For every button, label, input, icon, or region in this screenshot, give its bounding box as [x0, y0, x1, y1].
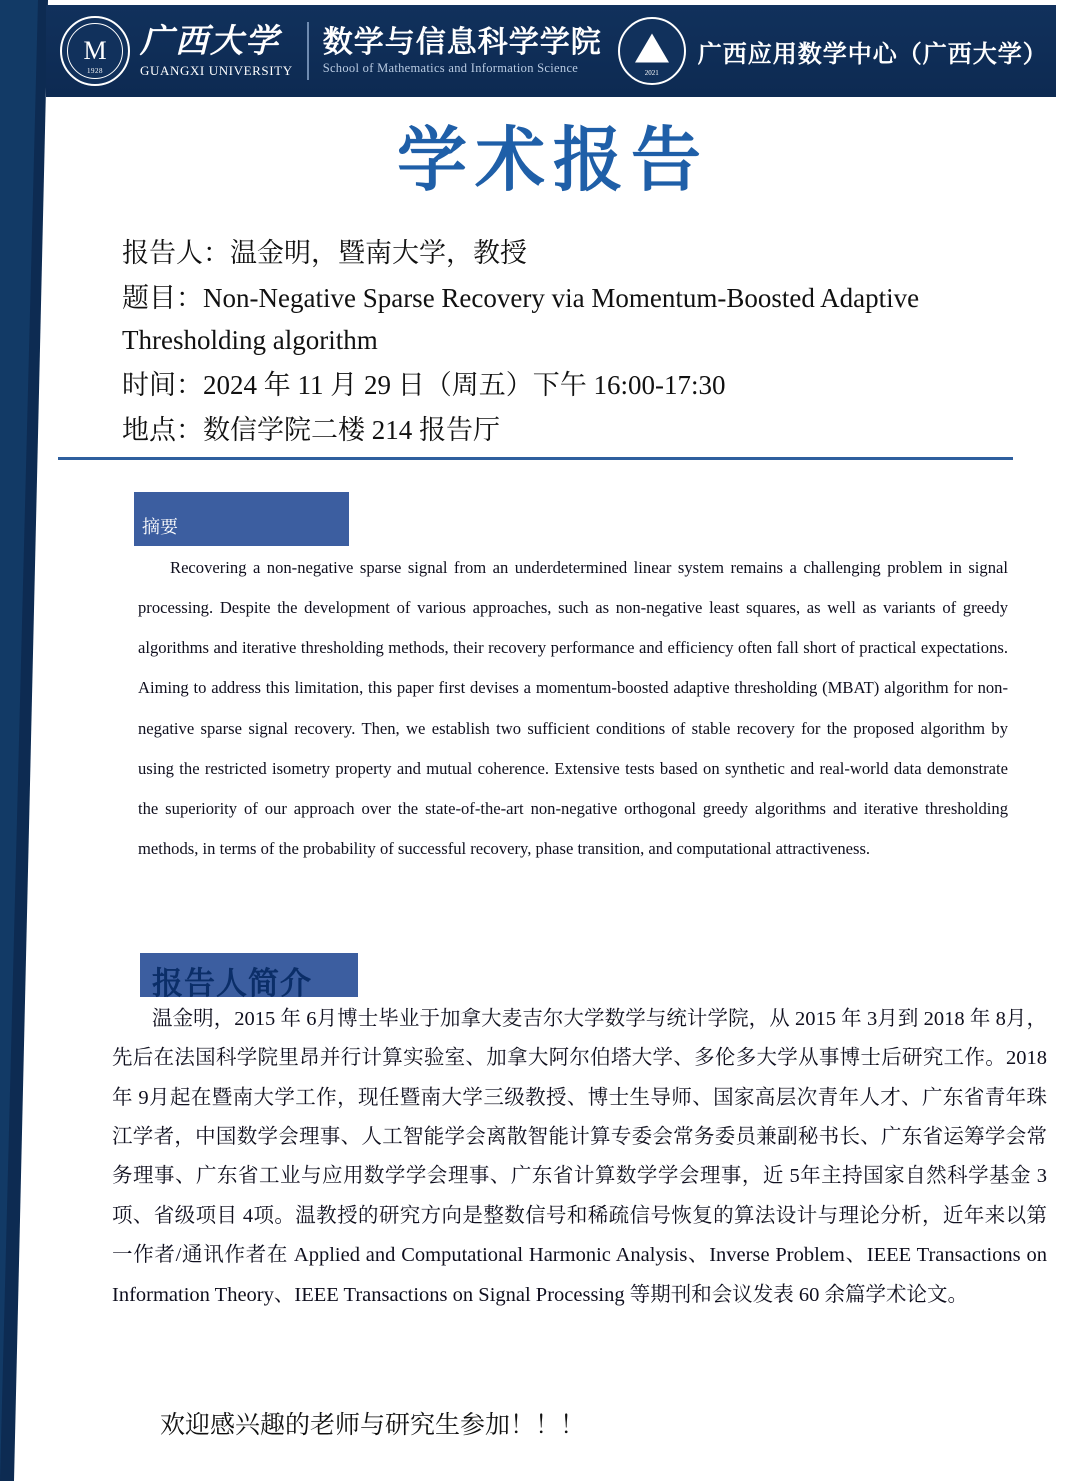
- school-name: [323, 27, 602, 76]
- math-center-seal-year: 2021: [644, 69, 659, 77]
- info-time: 时间：2024 年 11 月 29 日（周五）下午 16:00-17:30: [122, 369, 726, 400]
- math-center-seal-icon: [618, 17, 686, 85]
- poster-header: [46, 5, 1056, 97]
- university-seal-year: 1928: [87, 67, 103, 75]
- abstract-text: Recovering a non-negative sparse signal from an underdetermined linear system remains a challenging problem in signal processing. Despite the development of various approaches, such as non-negative least squares, as well as variants of greedy algorithms and iterative thresholding methods, their recovery performance and efficiency often fall short of practical expectations. Aiming to address this limitation, this paper first devises a momentum-boosted adaptive thresholding (MBAT) algorithm for non-negative sparse signal recovery. Then, we establish two sufficient conditions of stable recovery for the proposed algorithm by using the restricted isometry property and mutual coherence. Extensive tests based on synthetic and real-world data demonstrate the superiority of our approach over the state-of-the-art non-negative orthogonal greedy algorithms and iterative thresholding methods, in terms of the probability of successful recovery, phase transition, and computational attractiveness.: [138, 558, 1008, 859]
- math-center-name: 广西应用数学中心（广西大学）: [697, 40, 1048, 68]
- info-topic: [122, 277, 1022, 362]
- university-seal-icon: [60, 16, 130, 86]
- bio-text: 温金明，2015 年 6月博士毕业于加拿大麦吉尔大学数学与统计学院，从 2015 年 3月到 2018 年 8月，先后在法国科学院里昂并行计算实验室、加拿大阿尔伯塔大学、多伦多大学从事博士后研究工作。2018 年 9月起在暨南大学工作，现任暨南大学三级教授、博士生导师、国家高层次青年人才、广东省青年珠江学者，中国数学会理事、人工智能学会离散智能计算专委会常务委员兼副秘书长、广东省运筹学会常务理事、广东省工业与应用数学学会理事、广东省计算数学学会理事，近 5年主持国家自然科学基金 3项、省级项目 4项。温教授的研究方向是整数信号和稀疏信号恢复的算法设计与理论分析，近年来以第一作者/通讯作者在 Applied and Computational Harmonic Analysis、Inverse Problem、IEEE Transactions on Information Theory、IEEE Transactions on Signal Processing 等期刊和会议发表 60 余篇学术论文。: [112, 1008, 1047, 1306]
- university-name: [140, 23, 293, 78]
- school-name-cn: 数学与信息科学学院: [322, 25, 602, 59]
- school-name-en: School of Mathematics and Information Science: [322, 61, 579, 76]
- section-divider: [58, 457, 1013, 460]
- lecture-info: [122, 232, 1022, 453]
- welcome-note: 欢迎感兴趣的老师与研究生参加！！！: [160, 1412, 586, 1439]
- page-title: 学术报告: [397, 121, 709, 199]
- header-divider: [307, 22, 309, 80]
- info-speaker: 报告人：温金明，暨南大学，教授: [122, 238, 527, 268]
- bio-tab-label: 报告人简介: [152, 966, 312, 1001]
- info-topic-label: 题目：: [122, 282, 203, 313]
- university-name-en: GUANGXI UNIVERSITY: [140, 62, 293, 78]
- info-place: 地点：数信学院二楼 214 报告厅: [122, 414, 500, 445]
- info-topic-value: Non-Negative Sparse Recovery via Momentum-Boosted Adaptive Thresholding algorithm: [122, 282, 920, 356]
- abstract-tab: 摘要: [134, 492, 349, 546]
- university-name-cn: 广西大学: [140, 23, 280, 60]
